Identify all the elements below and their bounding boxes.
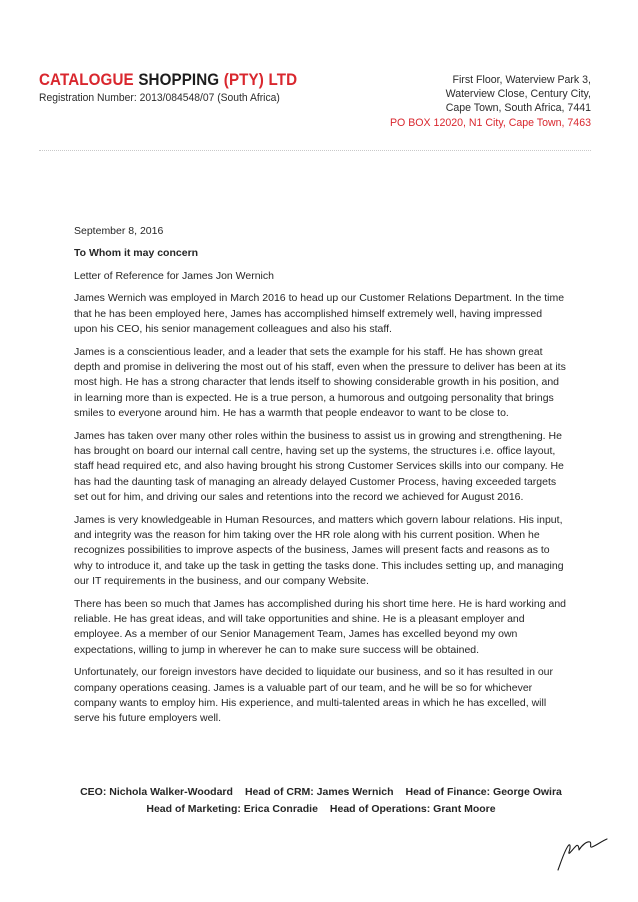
footer-head-marketing: Head of Marketing: Erica Conradie — [146, 803, 318, 815]
footer-head-crm: Head of CRM: James Wernich — [244, 786, 394, 798]
salutation: To Whom it may concern — [74, 247, 199, 260]
footer-head-operations: Head of Operations: Grant Moore — [329, 803, 496, 815]
footer-line-2 — [74, 801, 568, 818]
address-line-2: Waterview Close, Century City, — [445, 88, 591, 101]
address-line-3: Cape Town, South Africa, 7441 — [445, 102, 591, 115]
company-name — [39, 71, 297, 90]
paragraph: James Wernich was employed in March 2016 to head up our Customer Relations Department. In the time that he has been employed here, James has accomplished himself extremely well, having impressed upon his CEO, his senior management colleagues and also his staff. — [74, 292, 565, 335]
paragraph: James is a conscientious leader, and a leader that sets the example for his staff. He has shown great depth and promise in delivering the most out of his staff, even when the pressure to deliver has been at its most high. He has a strong character that lends itself to showing considerable growth in his position, and in learning more than is expected. He is a true person, a humorous and outgoing personality that brings smiles to everyone around him. He has a warmth that people endeavor to want to be close to. — [74, 345, 566, 419]
paragraph: There has been so much that James has accomplished during his short time here. He is hard working and reliable. He has great ideas, and will take opportunities and shine. He is a pleasant employer and employee. As a member of our Senior Management Team, James has excelled beyond my own expectations, willing to jump in wherever he can to make sure success will be obtained. — [74, 597, 567, 656]
footer-ceo: CEO: Nichola Walker-Woodard — [80, 786, 233, 798]
paragraph: James is very knowledgeable in Human Resources, and matters which govern labour relations. His input, and integrity was the reason for him taking over the HR role along with his current position. When he recognizes possibilities to improve aspects of the business, James will present facts and reasons as to why to introduce it, and take up the task in getting the tasks done. This includes setting up, and managing our IT requirements in the business, and our company Website. — [74, 513, 564, 587]
registration-number: Registration Number: 2013/084548/07 (South Africa) — [39, 92, 280, 104]
letter-date: September 8, 2016 — [74, 225, 164, 237]
company-name-part-4: LTD — [268, 71, 298, 89]
paragraph: Unfortunately, our foreign investors have decided to liquidate our business, and so it has resulted in our company operations ceasing. James is a valuable part of our team, and he will be so for whichever company wants to employ him. His experience, and multi-talented areas in which he has excelled, will serve his future employers well. — [74, 666, 554, 725]
company-name-part-1: CATALOGUE — [39, 71, 134, 89]
company-name-part-3: (PTY) — [223, 71, 264, 89]
address-line-1: First Floor, Waterview Park 3, — [452, 74, 591, 86]
po-box: PO BOX 12020, N1 City, Cape Town, 7463 — [389, 116, 591, 129]
letter-subject: Letter of Reference for James Jon Wernich — [74, 269, 274, 282]
footer-line-1 — [74, 784, 568, 801]
footer-head-finance: Head of Finance: George Owira — [405, 786, 562, 798]
letterhead-divider — [39, 150, 591, 151]
company-address — [390, 73, 591, 130]
letter-body — [74, 224, 568, 734]
company-name-part-2: SHOPPING — [138, 71, 220, 89]
management-footer — [74, 784, 568, 818]
handwritten-initials-signature — [552, 830, 612, 875]
paragraph: James has taken over many other roles within the business to assist us in growing and strengthening. He has brought on board our internal call centre, having set up the systems, the structures i.e. office layout, staff head required etc, and also having brought his strong Customer Services skills into our company. He has had the daunting task of managing an already delayed Customer Process, having exceeded targets set out for him, and driving our sales and retentions into the record we achieved for August 2016. — [74, 429, 564, 503]
